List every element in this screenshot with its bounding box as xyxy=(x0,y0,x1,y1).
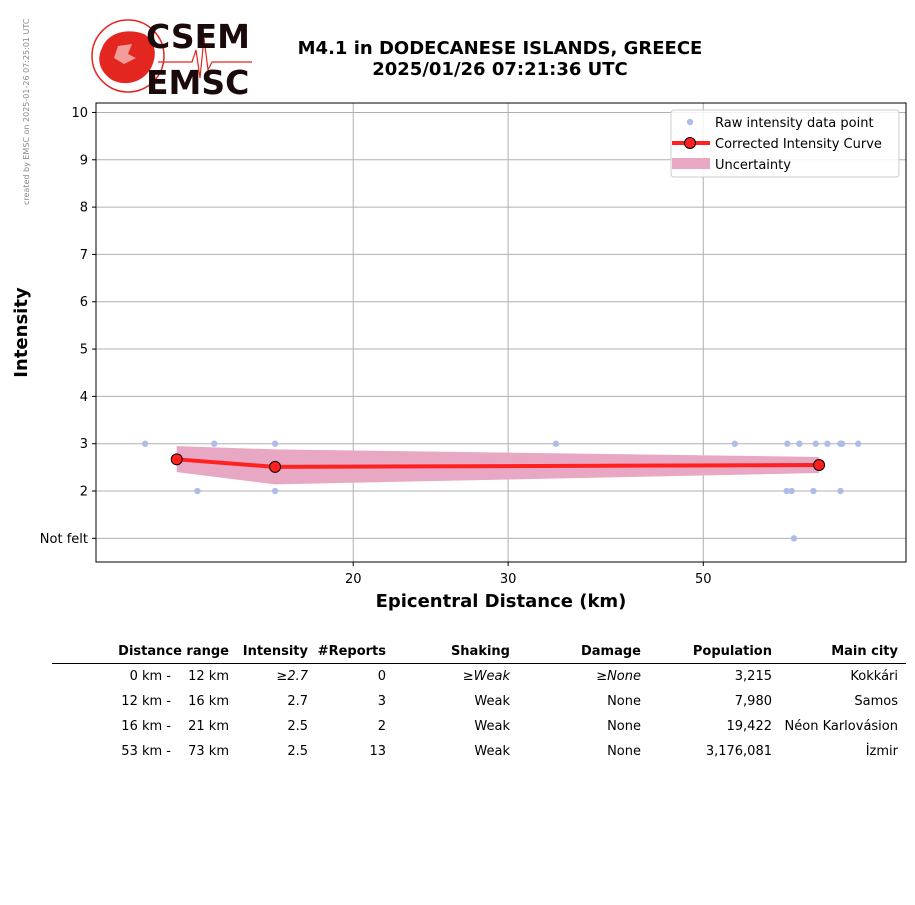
x-tick-label: 30 xyxy=(499,572,517,587)
shaking-value: ≥Weak xyxy=(462,669,510,684)
col-header-city: Main city xyxy=(831,644,898,659)
curve-marker xyxy=(814,459,825,470)
raw-intensity-point xyxy=(837,488,843,494)
y-tick-label: 6 xyxy=(79,295,88,311)
y-tick-label: Not felt xyxy=(39,531,88,547)
report-count: 0 xyxy=(377,669,386,684)
table-row xyxy=(52,739,906,764)
population-value: 3,176,081 xyxy=(705,744,772,759)
curve-marker xyxy=(270,461,281,472)
col-header-shaking: Shaking xyxy=(450,644,510,659)
creation-note: created by EMSC on 2025-01-26 07:25:01 UTC xyxy=(22,18,31,205)
curve-marker xyxy=(171,454,182,465)
raw-intensity-point xyxy=(142,441,148,447)
y-tick-label: 7 xyxy=(79,247,88,263)
legend-uncertainty-label: Uncertainty xyxy=(715,158,791,173)
y-tick-label: 3 xyxy=(79,437,88,453)
y-tick-label: 10 xyxy=(71,105,88,121)
title-event: M4.1 in DODECANESE ISLANDS, GREECE xyxy=(297,38,703,59)
y-tick-label: 2 xyxy=(79,484,88,500)
logo-emsc-text: EMSC xyxy=(146,63,250,98)
report-count: 2 xyxy=(377,719,386,734)
legend-uncertainty-swatch xyxy=(672,158,710,169)
intensity-table xyxy=(52,640,906,764)
y-tick-label: 4 xyxy=(79,389,88,405)
x-tick-label: 50 xyxy=(695,572,712,587)
legend-raw-point-symbol xyxy=(687,119,693,125)
col-header-reports: #Reports xyxy=(317,644,386,659)
table-header-row xyxy=(52,640,906,664)
x-tick-label: 20 xyxy=(344,572,362,587)
raw-intensity-point xyxy=(791,535,797,541)
distance-range: 0 km - 12 km xyxy=(129,669,229,684)
damage-value: None xyxy=(607,694,641,709)
raw-intensity-point xyxy=(784,441,790,447)
raw-intensity-point xyxy=(194,488,200,494)
y-tick-label: 9 xyxy=(79,153,88,169)
legend-curve-marker xyxy=(685,138,696,149)
distance-range: 16 km - 21 km xyxy=(121,719,229,734)
raw-intensity-point xyxy=(855,441,861,447)
raw-intensity-point xyxy=(812,441,818,447)
table-row xyxy=(52,714,906,739)
raw-intensity-point xyxy=(839,441,845,447)
col-header-damage: Damage xyxy=(580,644,641,659)
shaking-value: Weak xyxy=(474,694,510,709)
raw-intensity-point xyxy=(788,488,794,494)
legend-raw-label: Raw intensity data point xyxy=(715,116,874,131)
legend-curve-label: Corrected Intensity Curve xyxy=(715,137,882,152)
col-header-population: Population xyxy=(692,644,772,659)
population-value: 19,422 xyxy=(726,719,772,734)
report-count: 3 xyxy=(377,694,386,709)
col-header-intensity: Intensity xyxy=(242,644,308,659)
intensity-value: 2.7 xyxy=(287,694,308,709)
intensity-value: 2.5 xyxy=(287,719,308,734)
y-tick-label: 5 xyxy=(79,342,88,358)
shaking-value: Weak xyxy=(474,744,510,759)
main-city: İzmir xyxy=(865,744,898,759)
shaking-value: Weak xyxy=(474,719,510,734)
col-header-distance: Distance range xyxy=(118,644,229,659)
raw-intensity-point xyxy=(732,441,738,447)
title-datetime: 2025/01/26 07:21:36 UTC xyxy=(372,59,628,80)
population-value: 3,215 xyxy=(734,669,772,684)
raw-intensity-point xyxy=(810,488,816,494)
x-axis-label: Epicentral Distance (km) xyxy=(375,591,627,612)
distance-range: 53 km - 73 km xyxy=(121,744,229,759)
raw-intensity-point xyxy=(272,441,278,447)
report-count: 13 xyxy=(369,744,386,759)
main-city: Néon Karlovásion xyxy=(784,719,898,734)
main-city: Samos xyxy=(854,694,898,709)
raw-intensity-point xyxy=(272,488,278,494)
logo-csem-text: CSEM xyxy=(146,18,250,56)
damage-value: None xyxy=(607,719,641,734)
intensity-value: ≥2.7 xyxy=(276,669,308,684)
damage-value: None xyxy=(607,744,641,759)
y-tick-label: 8 xyxy=(79,200,88,216)
table-row xyxy=(52,664,906,689)
damage-value: ≥None xyxy=(596,669,641,684)
main-city: Kokkári xyxy=(850,669,898,684)
y-axis-label: Intensity xyxy=(11,287,32,378)
distance-range: 12 km - 16 km xyxy=(121,694,229,709)
raw-intensity-point xyxy=(553,441,559,447)
intensity-value: 2.5 xyxy=(287,744,308,759)
population-value: 7,980 xyxy=(734,694,772,709)
raw-intensity-point xyxy=(796,441,802,447)
raw-intensity-point xyxy=(824,441,830,447)
raw-intensity-point xyxy=(211,441,217,447)
table-row xyxy=(52,689,906,714)
